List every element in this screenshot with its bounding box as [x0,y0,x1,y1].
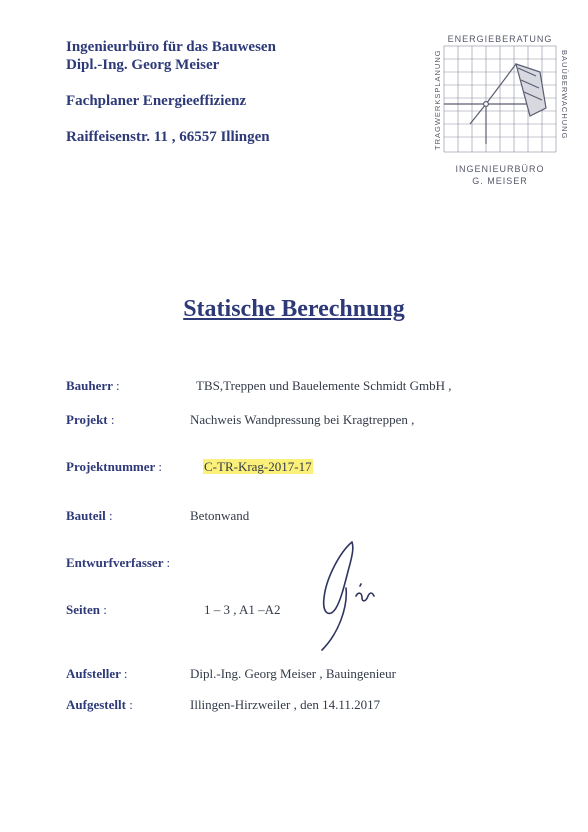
label-projekt: Projekt : [66,412,115,427]
logo-bottom-text-1: INGENIEURBÜRO [455,164,545,174]
specialization: Fachplaner Energieeffizienz [66,93,247,109]
logo-bottom-text-2: G. MEISER [472,176,528,186]
label-bauherr: Bauherr : [66,378,120,393]
logo-right-text: BAUÜBERWACHUNG [560,50,569,140]
label-bauteil: Bauteil : [66,508,113,523]
label-seiten: Seiten : [66,602,107,617]
value-projektnummer [203,459,313,475]
value-bauteil: Betonwand [190,508,250,523]
address: Raiffeisenstr. 11 , 66557 Illingen [66,129,270,145]
value-projekt: Nachweis Wandpressung bei Kragtreppen , [190,412,415,427]
value-aufgestellt: Illingen-Hirzweiler , den 14.11.2017 [190,697,381,712]
project-number-highlight: C-TR-Krag-2017-17 [204,459,312,474]
signature-icon [300,538,390,658]
logo-top-text: ENERGIEBERATUNG [447,34,553,44]
value-aufsteller: Dipl.-Ing. Georg Meiser , Bauingenieur [190,666,396,681]
label-aufsteller: Aufsteller : [66,666,128,681]
label-aufgestellt: Aufgestellt : [66,697,133,712]
document-title: Statische Berechnung [183,296,405,322]
label-entwurfverfasser: Entwurfverfasser : [66,555,171,570]
logo-left-text: TRAGWERKSPLANUNG [433,49,442,150]
company-logo-icon [418,32,578,192]
value-seiten: 1 – 3 , A1 –A2 [204,602,281,617]
value-bauherr: TBS,Treppen und Bauelemente Schmidt GmbH , [196,378,452,393]
company-name: Ingenieurbüro für das Bauwesen [66,39,276,55]
engineer-name: Dipl.-Ing. Georg Meiser [66,57,220,73]
label-projektnummer: Projektnummer : [66,459,162,474]
